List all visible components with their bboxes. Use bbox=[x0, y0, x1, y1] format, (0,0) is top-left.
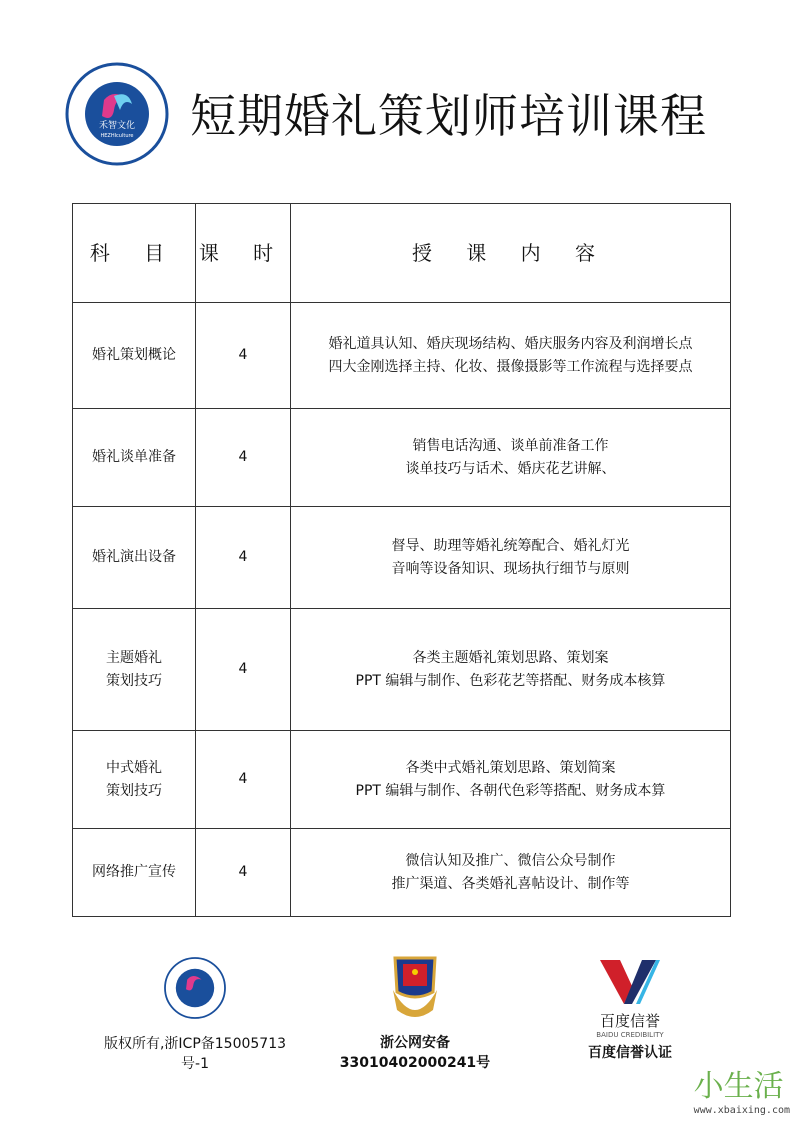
content-cell-line: 谈单技巧与话术、婚庆花艺讲解、 bbox=[405, 460, 616, 477]
subject-cell-line: 婚礼演出设备 bbox=[92, 549, 176, 565]
table-row bbox=[73, 507, 731, 609]
content-cell-line: 督导、助理等婚礼统筹配合、婚礼灯光 bbox=[391, 537, 630, 554]
content-cell-line: 销售电话沟通、谈单前准备工作 bbox=[412, 437, 609, 454]
subject-cell-line: 主题婚礼 bbox=[106, 649, 162, 666]
content-cell-line: 婚礼道具认知、婚庆现场结构、婚庆服务内容及利润增长点 bbox=[328, 335, 693, 352]
subject-cell-line: 婚礼谈单准备 bbox=[92, 449, 176, 465]
watermark-text: 小生活 bbox=[693, 1069, 784, 1104]
column-header-subject: 科 目 bbox=[73, 204, 196, 303]
hours-cell: 4 bbox=[196, 409, 291, 507]
subject-cell bbox=[73, 731, 196, 829]
content-cell bbox=[291, 609, 731, 731]
table-row bbox=[73, 303, 731, 409]
baidu-credibility-logo bbox=[598, 958, 662, 1006]
content-cell-line: PPT 编辑与制作、各朝代色彩等搭配、财务成本算 bbox=[355, 782, 666, 799]
watermark bbox=[694, 1061, 790, 1116]
column-header-content: 授 课 内 容 bbox=[291, 204, 731, 303]
company-logo-small bbox=[162, 955, 228, 1021]
hours-cell: 4 bbox=[196, 731, 291, 829]
content-cell-line: 音响等设备知识、现场执行细节与原则 bbox=[391, 560, 630, 577]
copyright-text: 版权所有,浙ICP备15005713号-1 bbox=[103, 1036, 287, 1072]
company-logo bbox=[62, 62, 172, 166]
table-header-row bbox=[73, 204, 731, 303]
hours-cell: 4 bbox=[196, 507, 291, 609]
course-table bbox=[72, 203, 731, 917]
content-cell-line: 各类中式婚礼策划思路、策划简案 bbox=[405, 759, 616, 776]
column-header-hours: 课 时 bbox=[196, 204, 291, 303]
subject-cell-line: 中式婚礼 bbox=[106, 759, 162, 776]
hours-cell: 4 bbox=[196, 829, 291, 917]
subject-cell bbox=[73, 409, 196, 507]
content-cell bbox=[291, 303, 731, 409]
svg-text:HEZHIculture: HEZHIculture bbox=[100, 133, 134, 139]
svg-text:禾智文化: 禾智文化 bbox=[98, 121, 136, 131]
subject-cell bbox=[73, 303, 196, 409]
hours-cell: 4 bbox=[196, 303, 291, 409]
subject-cell-line: 婚礼策划概论 bbox=[92, 347, 176, 363]
content-cell-line: 微信认知及推广、微信公众号制作 bbox=[405, 852, 616, 869]
table-row bbox=[73, 731, 731, 829]
subject-cell-line: 网络推广宣传 bbox=[92, 864, 176, 880]
content-cell bbox=[291, 409, 731, 507]
content-cell-line: PPT 编辑与制作、色彩花艺等搭配、财务成本核算 bbox=[355, 672, 666, 689]
content-cell-line: 各类主题婚礼策划思路、策划案 bbox=[412, 649, 609, 666]
subject-cell bbox=[73, 507, 196, 609]
hours-cell: 4 bbox=[196, 609, 291, 731]
table-row bbox=[73, 409, 731, 507]
page-title: 短期婚礼策划师培训课程 bbox=[190, 89, 707, 143]
table-row bbox=[73, 609, 731, 731]
police-badge-icon bbox=[387, 950, 443, 1022]
watermark-url: www.xbaixing.com bbox=[693, 1105, 790, 1116]
content-cell-line: 推广渠道、各类婚礼喜帖设计、制作等 bbox=[391, 875, 630, 892]
baidu-sub-text: BAIDU CREDIBILITY bbox=[596, 1031, 664, 1039]
subject-cell bbox=[73, 609, 196, 731]
content-cell-line: 四大金刚选择主持、化妆、摄像摄影等工作流程与选择要点 bbox=[328, 358, 693, 375]
baidu-logo-text: 百度信誉 bbox=[599, 1012, 660, 1030]
footer-police bbox=[320, 950, 510, 1072]
footer-baidu bbox=[565, 958, 695, 1062]
subject-cell-line: 策划技巧 bbox=[106, 782, 162, 799]
police-text: 浙公网安备 33010402000241号 bbox=[339, 1035, 491, 1071]
table-row bbox=[73, 829, 731, 917]
footer-copyright bbox=[95, 955, 295, 1073]
baidu-text: 百度信誉认证 bbox=[588, 1045, 672, 1061]
content-cell bbox=[291, 829, 731, 917]
subject-cell-line: 策划技巧 bbox=[106, 672, 162, 689]
content-cell bbox=[291, 731, 731, 829]
content-cell bbox=[291, 507, 731, 609]
subject-cell bbox=[73, 829, 196, 917]
